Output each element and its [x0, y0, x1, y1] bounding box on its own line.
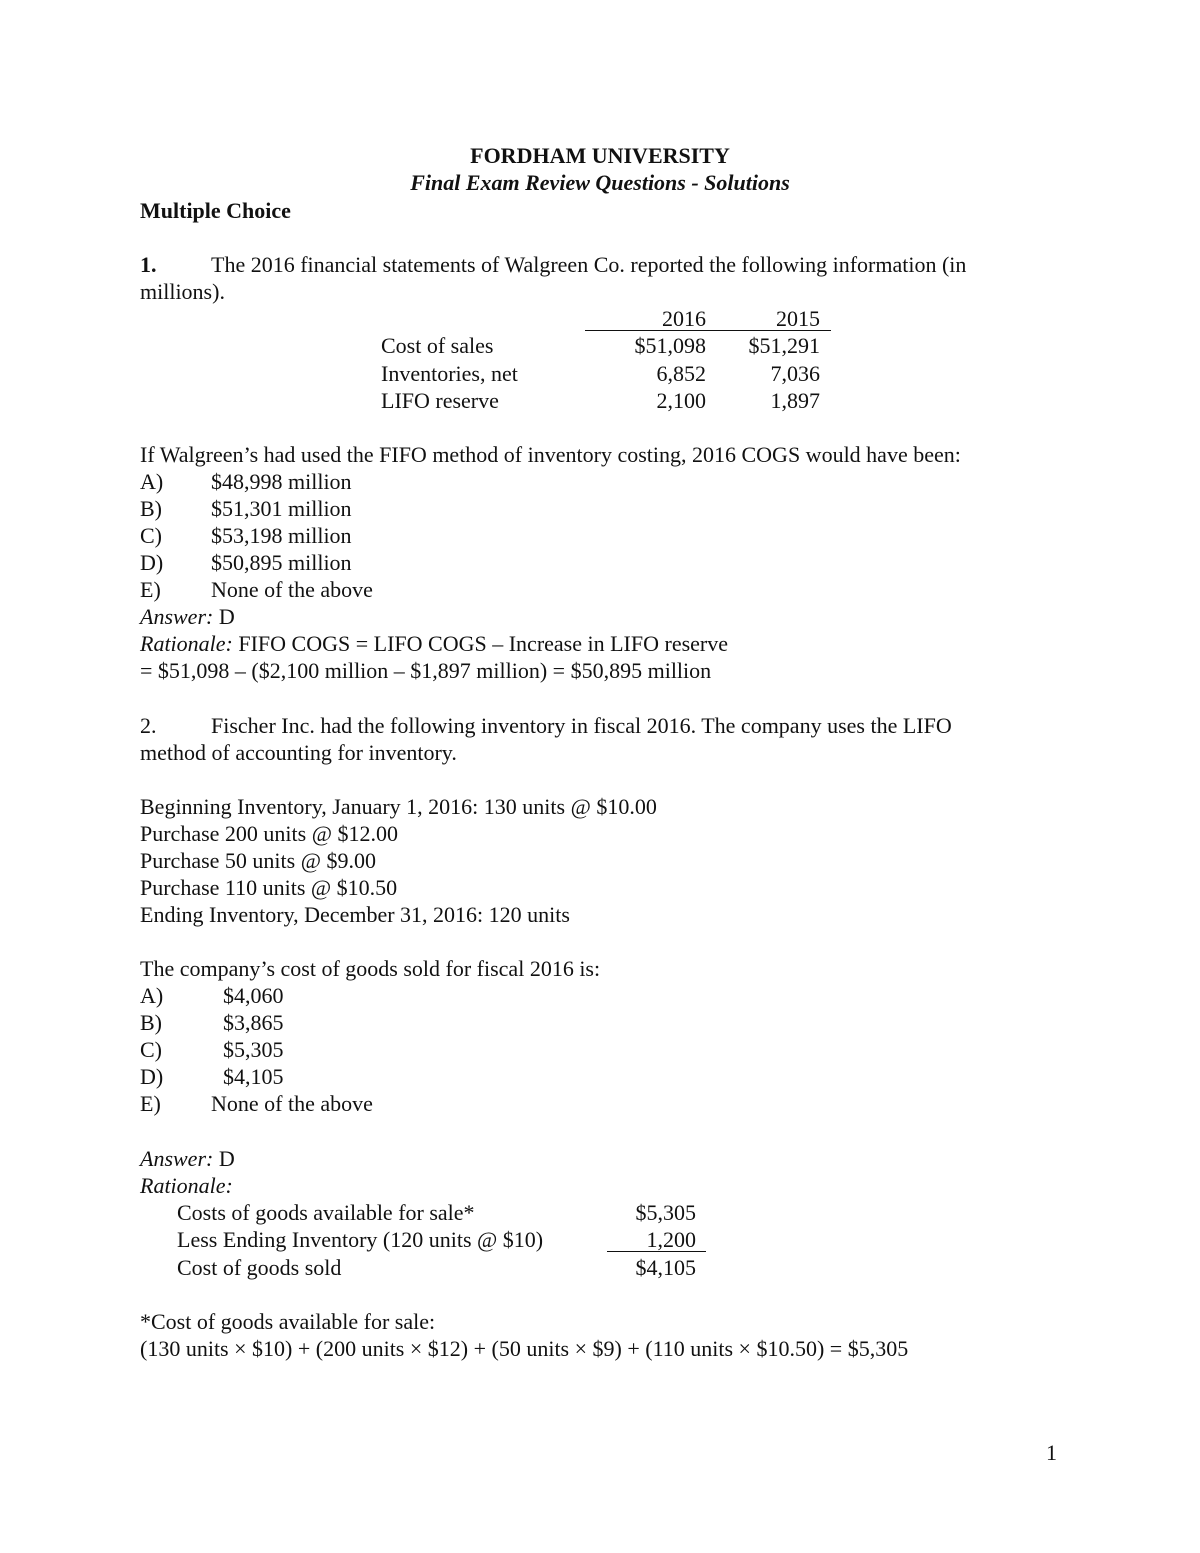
q2-footnote-calc: (130 units × $10) + (200 units × $12) + (50 units × $9) + (110 units × $10.50) = $5,305 [140, 1336, 909, 1361]
q1-option-letter: A) [140, 469, 164, 494]
q2-number: 2. [140, 713, 157, 738]
q1-text-line2: millions). [140, 279, 225, 304]
q1-row-label: Cost of sales [381, 333, 494, 358]
q1-rationale [140, 630, 728, 657]
q1-option-letter: C) [140, 523, 162, 548]
q2-calc-value: $5,305 [635, 1200, 696, 1225]
q1-option-text: $48,998 million [211, 469, 352, 494]
q1-col-2015: 2015 [776, 306, 820, 331]
q2-calc-value: $4,105 [635, 1255, 696, 1280]
q2-calc-label: Cost of goods sold [177, 1255, 342, 1280]
q1-option-text: $53,198 million [211, 523, 352, 548]
q2-option-letter: E) [140, 1091, 161, 1116]
q1-option-text: $50,895 million [211, 550, 352, 575]
q2-text-line2: method of accounting for inventory. [140, 740, 457, 765]
section-heading: Multiple Choice [140, 198, 291, 223]
q2-answer-label: Answer: [140, 1146, 214, 1171]
q1-option-letter: E) [140, 577, 161, 602]
q1-option-letter: D) [140, 550, 164, 575]
q2-question: The company’s cost of goods sold for fiscal 2016 is: [140, 956, 601, 981]
q2-option-text: $5,305 [223, 1037, 284, 1062]
q2-footnote-title: *Cost of goods available for sale: [140, 1309, 436, 1334]
q1-rationale-text: FIFO COGS = LIFO COGS – Increase in LIFO reserve [232, 631, 729, 656]
q1-answer [140, 603, 235, 630]
q1-row-value-2016: 6,852 [656, 361, 706, 386]
q2-calc-label: Less Ending Inventory (120 units @ $10) [177, 1227, 544, 1252]
q1-number: 1. [140, 252, 157, 277]
q1-row-value-2015: 1,897 [770, 388, 820, 413]
q2-option-letter: A) [140, 983, 164, 1008]
q1-row-value-2015: 7,036 [770, 361, 820, 386]
q2-calc-value: 1,200 [646, 1227, 696, 1252]
q1-row-label: LIFO reserve [381, 388, 499, 413]
q2-calc-total-rule [607, 1251, 706, 1252]
q2-inventory-line: Ending Inventory, December 31, 2016: 120 units [140, 902, 570, 927]
q2-option-text: None of the above [211, 1091, 373, 1116]
q1-answer-label: Answer: [140, 604, 214, 629]
q2-option-letter: D) [140, 1064, 164, 1089]
q1-row-value-2016: $51,098 [634, 333, 706, 358]
q2-option-letter: B) [140, 1010, 162, 1035]
q1-answer-value: D [213, 604, 235, 629]
university-title: FORDHAM UNIVERSITY [470, 143, 730, 168]
document-subtitle: Final Exam Review Questions - Solutions [410, 170, 790, 195]
q2-option-text: $4,060 [223, 983, 284, 1008]
q1-row-value-2015: $51,291 [748, 333, 820, 358]
q2-inventory-line: Purchase 200 units @ $12.00 [140, 821, 398, 846]
q1-row-value-2016: 2,100 [656, 388, 706, 413]
q2-rationale-label: Rationale: [140, 1173, 233, 1198]
q2-answer-value: D [213, 1146, 235, 1171]
page-number: 1 [1046, 1440, 1057, 1465]
q2-answer [140, 1145, 235, 1172]
q2-inventory-line: Purchase 50 units @ $9.00 [140, 848, 376, 873]
q1-option-text: $51,301 million [211, 496, 352, 521]
q2-inventory-line: Beginning Inventory, January 1, 2016: 130 units @ $10.00 [140, 794, 657, 819]
q2-calc-label: Costs of goods available for sale* [177, 1200, 475, 1225]
q1-rationale-label: Rationale: [140, 631, 233, 656]
q1-rationale-calc: = $51,098 – ($2,100 million – $1,897 million) = $50,895 million [140, 658, 712, 683]
q1-question: If Walgreen’s had used the FIFO method of inventory costing, 2016 COGS would have been: [140, 442, 961, 467]
q2-option-letter: C) [140, 1037, 162, 1062]
q2-option-text: $3,865 [223, 1010, 284, 1035]
q1-row-label: Inventories, net [381, 361, 518, 386]
q1-option-letter: B) [140, 496, 162, 521]
q2-option-text: $4,105 [223, 1064, 284, 1089]
q1-col-2016: 2016 [662, 306, 706, 331]
q2-text-line1: Fischer Inc. had the following inventory in fiscal 2016. The company uses the LIFO [211, 713, 952, 738]
q2-inventory-line: Purchase 110 units @ $10.50 [140, 875, 398, 900]
q1-text-line1: The 2016 financial statements of Walgreen Co. reported the following information (in [211, 252, 967, 277]
q1-option-text: None of the above [211, 577, 373, 602]
